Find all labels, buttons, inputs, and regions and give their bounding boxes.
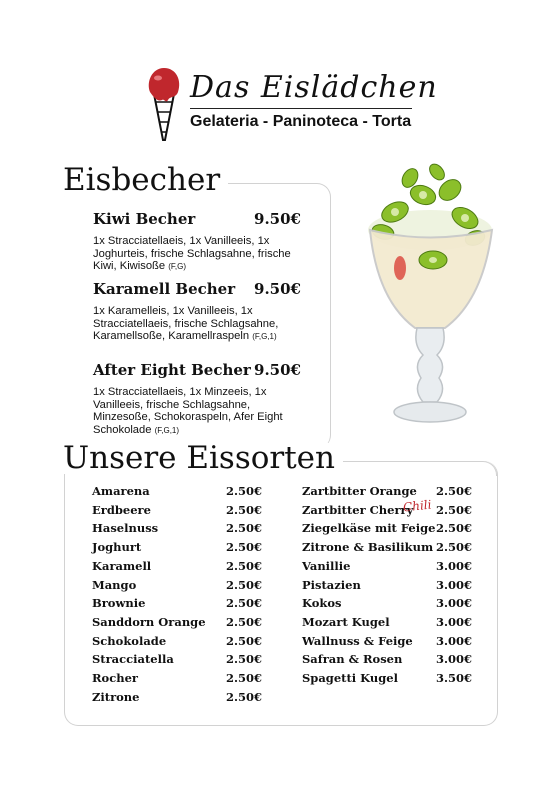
flavor-name: Sanddorn Orange bbox=[92, 615, 206, 629]
allergen-note: (F,G,1) bbox=[154, 425, 180, 435]
sundae-price: 9.50€ bbox=[254, 361, 301, 379]
flavor-name: Vanillie bbox=[302, 559, 351, 573]
flavor-name: Rocher bbox=[92, 671, 138, 685]
flavor-price: 2.50€ bbox=[226, 559, 263, 573]
sundae-item bbox=[93, 210, 303, 274]
flavor-name: Spagetti Kugel bbox=[302, 671, 398, 685]
flavor-price: 3.00€ bbox=[436, 559, 473, 573]
sundae-name: Kiwi Becher bbox=[93, 210, 196, 228]
flavor-price: 2.50€ bbox=[436, 540, 473, 554]
flavor-price: 2.50€ bbox=[226, 615, 263, 629]
kiwi-sundae-glass-icon bbox=[355, 150, 505, 435]
flavor-price: 3.00€ bbox=[436, 578, 473, 592]
flavor-box bbox=[64, 461, 498, 726]
flavor-price: 3.00€ bbox=[436, 652, 473, 666]
ice-cream-cone-icon bbox=[146, 62, 182, 142]
flavor-name: Zitrone bbox=[92, 690, 140, 704]
flavor-name: Zartbitter Cherry bbox=[302, 503, 414, 517]
flavor-name: Zitrone & Basilikum bbox=[302, 540, 434, 554]
flavor-name: Mango bbox=[92, 578, 137, 592]
flavor-name: Zartbitter Orange bbox=[302, 484, 417, 498]
flavor-price: 3.00€ bbox=[436, 615, 473, 629]
sundae-description: 1x Stracciatellaeis, 1x Minzeeis, 1x Vanilleeis, frische Schlagsahne, Minzesoße, Schokoraspeln, Afer Eight Schokolade (F,G,1) bbox=[93, 386, 283, 436]
flavor-name: Schokolade bbox=[92, 634, 167, 648]
brand-tagline: Gelateria - Paninoteca - Torta bbox=[190, 113, 412, 130]
flavor-price: 2.50€ bbox=[226, 484, 263, 498]
flavor-price: 2.50€ bbox=[226, 540, 263, 554]
allergen-note: (F,G,1) bbox=[252, 332, 277, 342]
brand-name: Das Eislädchen bbox=[190, 70, 438, 105]
flavor-price: 2.50€ bbox=[436, 484, 473, 498]
flavor-price: 2.50€ bbox=[226, 634, 263, 648]
flavor-box-top-edge bbox=[330, 461, 497, 476]
flavor-price: 3.50€ bbox=[436, 671, 473, 685]
sundae-item bbox=[93, 280, 303, 344]
sundae-price: 9.50€ bbox=[254, 280, 301, 298]
sundae-description: 1x Stracciatellaeis, 1x Vanilleeis, 1x Joghurteis, frische Schlagsahne, frische Kiwi, Kiwisoße (F,G) bbox=[93, 235, 291, 273]
flavor-name: Haselnuss bbox=[92, 521, 159, 535]
allergen-note: (F,G) bbox=[168, 262, 187, 272]
flavor-name: Pistazien bbox=[302, 578, 361, 592]
flavor-name: Ziegelkäse mit Feige bbox=[302, 521, 436, 535]
flavor-price: 2.50€ bbox=[436, 503, 473, 517]
flavor-price: 3.00€ bbox=[436, 596, 473, 610]
flavor-name: Brownie bbox=[92, 596, 146, 610]
flavor-price: 2.50€ bbox=[226, 521, 263, 535]
flavor-name: Safran & Rosen bbox=[302, 652, 403, 666]
sundae-section-title: Eisbecher bbox=[63, 165, 228, 196]
flavor-name: Stracciatella bbox=[92, 652, 174, 666]
flavor-name: Amarena bbox=[92, 484, 150, 498]
flavor-name: Wallnuss & Feige bbox=[302, 634, 413, 648]
flavor-price: 3.00€ bbox=[436, 634, 473, 648]
brand-divider bbox=[190, 108, 412, 109]
flavor-price: 2.50€ bbox=[226, 596, 263, 610]
flavor-price: 2.50€ bbox=[226, 578, 263, 592]
flavor-name: Karamell bbox=[92, 559, 152, 573]
flavor-price: 2.50€ bbox=[226, 652, 263, 666]
flavor-section-title: Unsere Eissorten bbox=[63, 443, 343, 474]
flavor-price: 2.50€ bbox=[226, 671, 263, 685]
sundae-price: 9.50€ bbox=[254, 210, 301, 228]
flavor-price: 2.50€ bbox=[436, 521, 473, 535]
flavor-name: Mozart Kugel bbox=[302, 615, 390, 629]
sundae-item bbox=[93, 361, 303, 437]
flavor-price: 2.50€ bbox=[226, 503, 263, 517]
chili-badge: Chili bbox=[402, 497, 433, 515]
sundae-name: Karamell Becher bbox=[93, 280, 236, 298]
flavor-price: 2.50€ bbox=[226, 690, 263, 704]
sundae-description: 1x Karamelleis, 1x Vanilleeis, 1x Stracciatellaeis, frische Schlagsahne, Karamellsoße, Karamellraspeln (F,G,1) bbox=[93, 305, 279, 343]
flavor-name: Kokos bbox=[302, 596, 342, 610]
flavor-name: Joghurt bbox=[92, 540, 142, 554]
flavor-name: Erdbeere bbox=[92, 503, 151, 517]
sundae-name: After Eight Becher bbox=[93, 361, 251, 379]
